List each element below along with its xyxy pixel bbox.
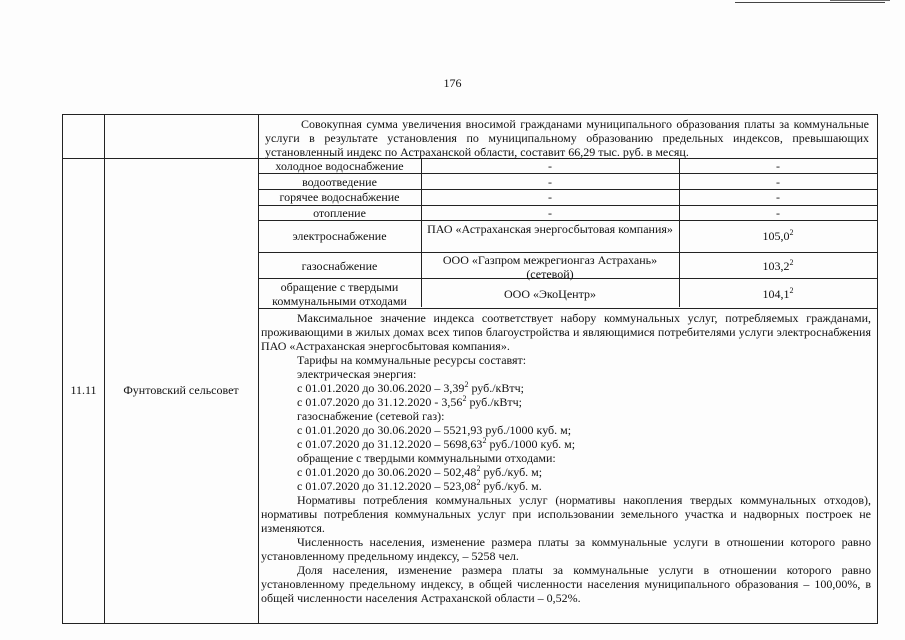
row-divider-4 [258,220,877,221]
service-index: - [776,159,780,173]
service-provider: ПАО «Астраханская энергосбытовая компания» [427,222,673,236]
service-name: электроснабжение [292,229,387,243]
details-block [261,311,871,605]
intro-paragraph: Совокупная сумма увеличения вносимой гражданами муниципального образования платы за коммунальные услуги в результате установления по муниципальному образованию предельных индексов, превышающих установленный индекс по Астраханской области, составит 66,29 тыс. руб. в месяц. [265,117,869,159]
service-provider: - [548,175,552,189]
service-index: 103,2$^2$ [762,258,794,273]
top-rule-short [830,0,890,1]
share-paragraph: Доля населения, изменение размера платы за коммунальные услуги в отношении которого равно установленному предельному индексу, в общей численности населения муниципального образования – 100,00%, в общей численности населения Астраханской области – 0,52%. [261,563,871,605]
service-provider: - [548,159,552,173]
page-number: 176 [443,76,462,90]
service-provider: - [548,206,552,220]
service-name: холодное водоснабжение [275,159,404,173]
service-provider: ООО «Газпром межрегионгаз Астрахань» (сетевой) [442,253,658,281]
service-index: 105,0$^2$ [762,228,794,243]
max-index-paragraph: Максимальное значение индекса соответствует набору коммунальных услуг, потребляемых гражданами, проживающими в жилых домах всех типов благоустройства и являющимися потребителями услуги электроснабжения ПАО «Астраханская энергосбытовая компания». [261,311,871,353]
row-divider-1 [258,173,877,174]
service-index: - [776,206,780,220]
service-name: газоснабжение [301,259,378,273]
gas-tariff-2: с 01.07.2020 до 31.12.2020 – 5698,63$^2$ руб./1000 куб. м; [297,436,576,451]
service-name: горячее водоснабжение [279,190,400,204]
waste-heading: обращение с твердыми коммунальными отходами: [297,451,556,465]
row-divider-7 [258,308,877,309]
service-name: водоотведение [302,175,377,189]
service-index: - [776,190,780,204]
tariffs-heading: Тарифы на коммунальные ресурсы составят: [297,353,527,367]
waste-tariff-1: с 01.01.2020 до 30.06.2020 – 502,48$^2$ руб./куб. м; [297,464,543,479]
top-rule [735,2,885,3]
waste-tariff-2: с 01.07.2020 до 31.12.2020 – 523,08$^2$ руб./куб. м. [297,478,542,493]
norms-paragraph: Нормативы потребления коммунальных услуг (нормативы накопления твердых коммунальных отходов), нормативы потребления коммунальных услуг при использовании земельного участка и надворных построек не изменяются. [261,493,871,535]
gas-tariff-1: с 01.01.2020 до 30.06.2020 – 5521,93 руб./1000 куб. м; [297,423,572,437]
gas-heading: газоснабжение (сетевой газ): [297,409,445,423]
service-index: 104,1$^2$ [762,286,794,301]
electricity-tariff-1: с 01.01.2020 до 30.06.2020 – 3,39$^2$ руб./кВтч; [297,380,525,395]
col-divider-1 [104,115,105,623]
row-number: 11.11 [70,383,97,397]
service-index: - [776,175,780,189]
service-name: отопление [313,206,366,220]
population-paragraph: Численность населения, изменение размера платы за коммунальные услуги в отношении которого равно установленному предельному индексу, – 5258 чел. [261,535,871,563]
document-table [62,114,878,624]
service-provider: ООО «ЭкоЦентр» [504,287,596,301]
municipality-name: Фунтовский сельсовет [123,383,239,397]
service-provider: - [548,190,552,204]
service-name: обращение с твердыми коммунальными отходами [272,280,407,308]
electricity-heading: электрическая энергия: [297,367,417,381]
electricity-tariff-2: с 01.07.2020 до 31.12.2020 - 3,56$^2$ руб./кВтч; [297,394,523,409]
